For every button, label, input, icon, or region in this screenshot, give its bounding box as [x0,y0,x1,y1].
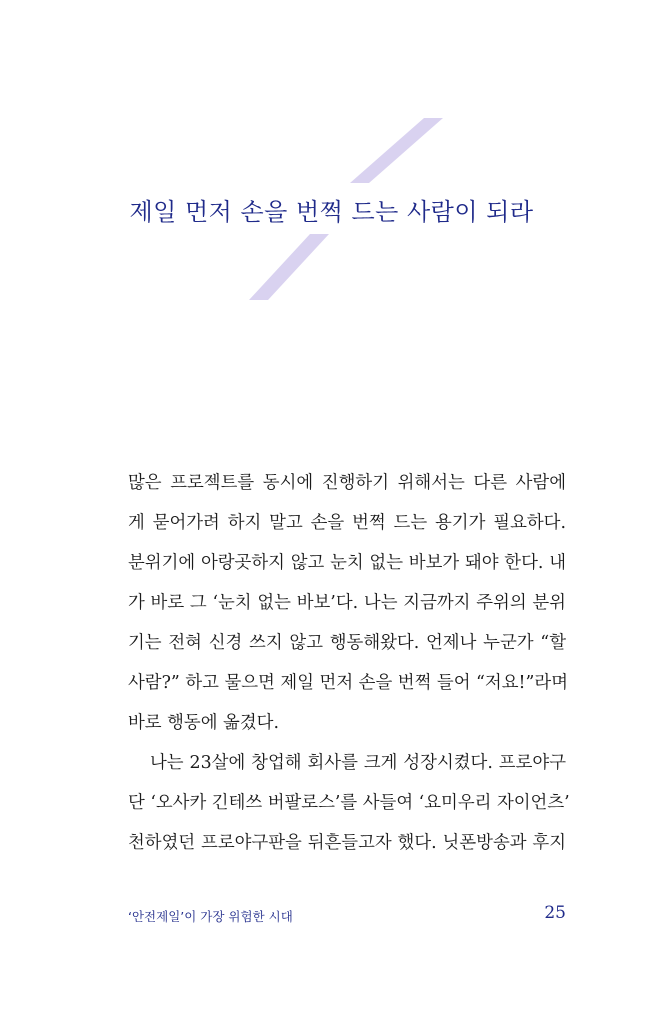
text-line: 분위기에 아랑곳하지 않고 눈치 없는 바보가 돼야 한다. 내 [128,553,566,573]
decoration-stripe-lower [249,234,329,300]
decoration-stripe-upper [350,118,443,183]
text-line: 바로 행동에 옮겼다. [128,713,279,733]
text-line: 기는 전혀 신경 쓰지 않고 행동해왔다. 언제나 누군가 “할 [128,633,566,653]
text-line: 천하였던 프로야구판을 뒤흔들고자 했다. 닛폰방송과 후지 [128,833,566,853]
body-text [128,463,570,863]
text-line: 나는 23살에 창업해 회사를 크게 성장시켰다. 프로야구 [150,753,566,773]
text-line: 사람?” 하고 물으면 제일 먼저 손을 번쩍 들어 “저요!”라며 [128,673,568,693]
page-number: 25 [544,903,566,923]
text-line: 게 묻어가려 하지 말고 손을 번쩍 드는 용기가 필요하다. [128,513,566,533]
running-footer-title: ‘안전제일’이 가장 위험한 시대 [128,909,293,924]
text-line: 가 바로 그 ‘눈치 없는 바보’다. 나는 지금까지 주위의 분위 [128,593,566,613]
text-line: 단 ‘오사카 긴테쓰 버팔로스’를 사들여 ‘요미우리 자이언츠’ [128,793,570,813]
text-line: 많은 프로젝트를 동시에 진행하기 위해서는 다른 사람에 [128,473,566,493]
chapter-title: 제일 먼저 손을 번쩍 드는 사람이 되라 [129,198,534,226]
